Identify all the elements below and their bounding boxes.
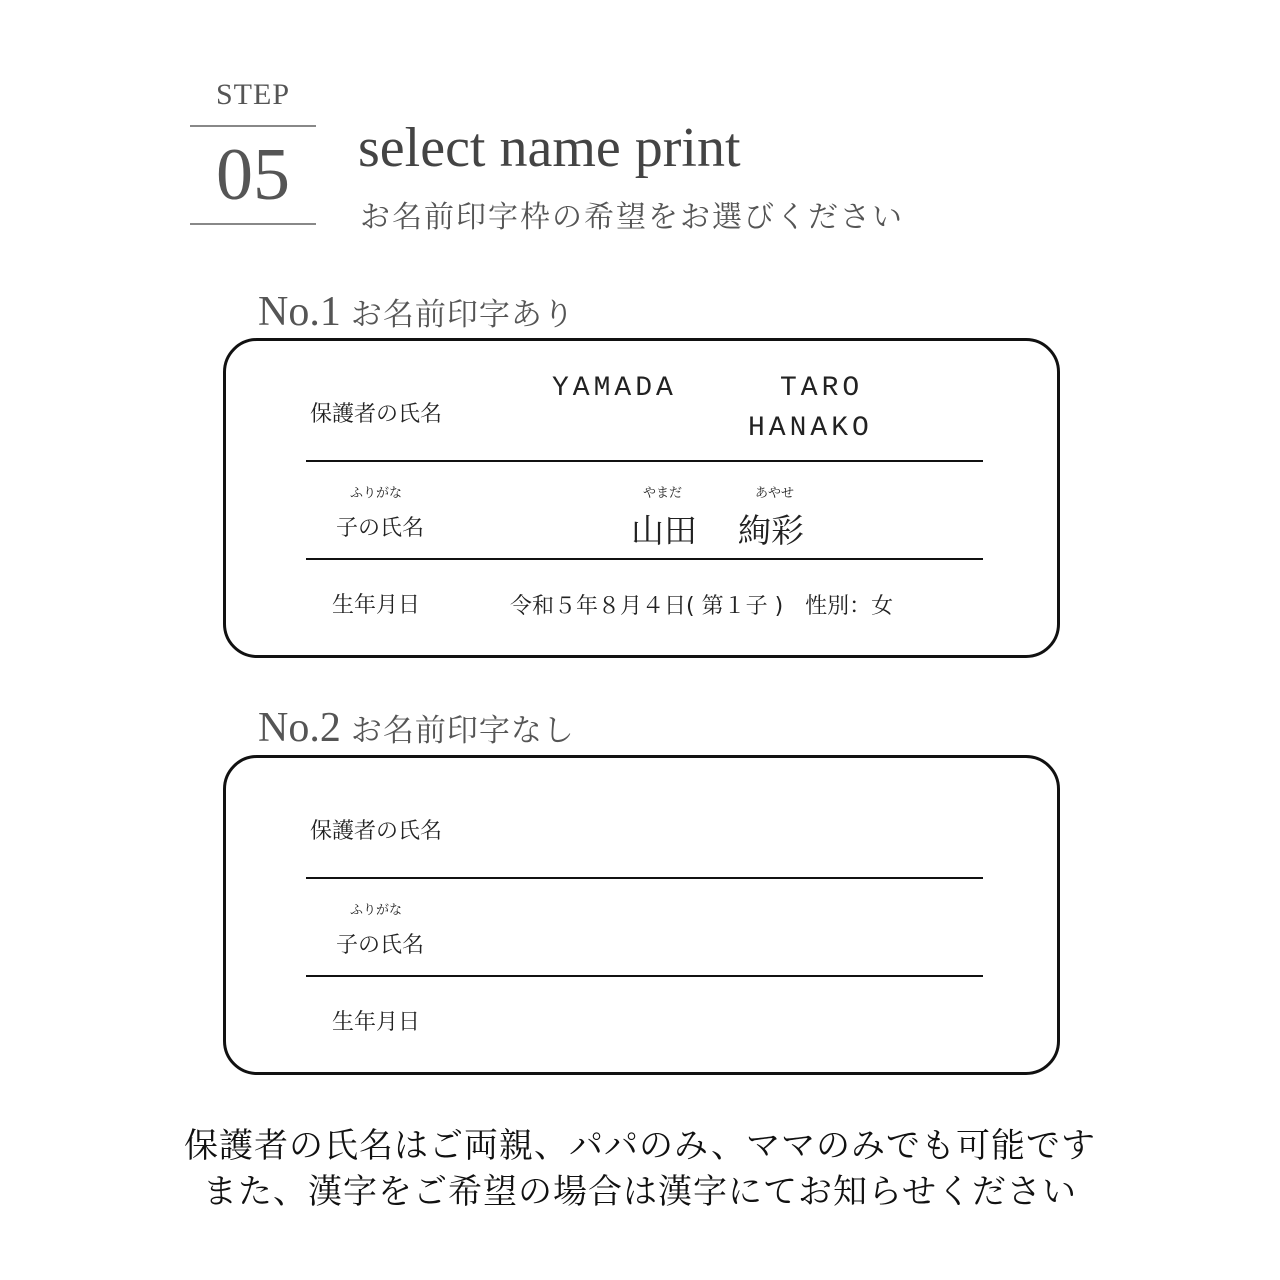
dob-value: 令和５年８月４日( 第１子 ) 性別：女 xyxy=(510,594,894,619)
child-given-name: 絢彩 xyxy=(738,511,804,550)
dob-label: 生年月日 xyxy=(332,593,421,618)
card-divider xyxy=(306,558,983,560)
dob-label: 生年月日 xyxy=(332,1010,421,1035)
guardian-given-name-2: HANAKO xyxy=(748,413,873,444)
guardian-given-name-1: TARO xyxy=(780,373,864,404)
option-1-title: お名前印字あり xyxy=(350,297,575,332)
option-2-number: No.2 xyxy=(258,705,341,751)
card-divider xyxy=(306,975,983,977)
child-family-name: 山田 xyxy=(631,511,697,550)
option-2-heading[interactable] xyxy=(258,704,575,752)
step-rule-bottom xyxy=(190,223,316,225)
card-divider xyxy=(306,877,983,879)
option-2-card[interactable] xyxy=(223,755,1060,1075)
child-name-ruby-label: ふりがな xyxy=(350,486,403,501)
child-family-ruby: やまだ xyxy=(643,486,683,501)
card-divider xyxy=(306,460,983,462)
guardian-name-label: 保護者の氏名 xyxy=(310,402,443,427)
step-label: STEP xyxy=(215,78,291,111)
child-name-label: 子の氏名 xyxy=(336,516,425,541)
footer-note-line-1: 保護者の氏名はご両親、パパのみ、ママのみでも可能です xyxy=(183,1128,1097,1165)
child-name-label: 子の氏名 xyxy=(336,933,425,958)
option-1-number: No.1 xyxy=(258,289,341,335)
child-name-ruby-label: ふりがな xyxy=(350,903,403,918)
footer-note-line-2: また、漢字をご希望の場合は漢字にてお知らせください xyxy=(203,1174,1077,1211)
option-1-card[interactable] xyxy=(223,338,1060,658)
step-subtitle: お名前印字枠の希望をお選びください xyxy=(360,201,904,234)
guardian-family-name: YAMADA xyxy=(552,373,677,404)
step-number: 05 xyxy=(216,134,290,216)
guardian-name-label: 保護者の氏名 xyxy=(310,819,443,844)
child-given-ruby: あやせ xyxy=(755,486,795,501)
step-title: select name print xyxy=(358,117,741,179)
step-rule-top xyxy=(190,125,316,127)
option-2-title: お名前印字なし xyxy=(350,713,575,748)
option-1-heading[interactable] xyxy=(258,288,575,336)
